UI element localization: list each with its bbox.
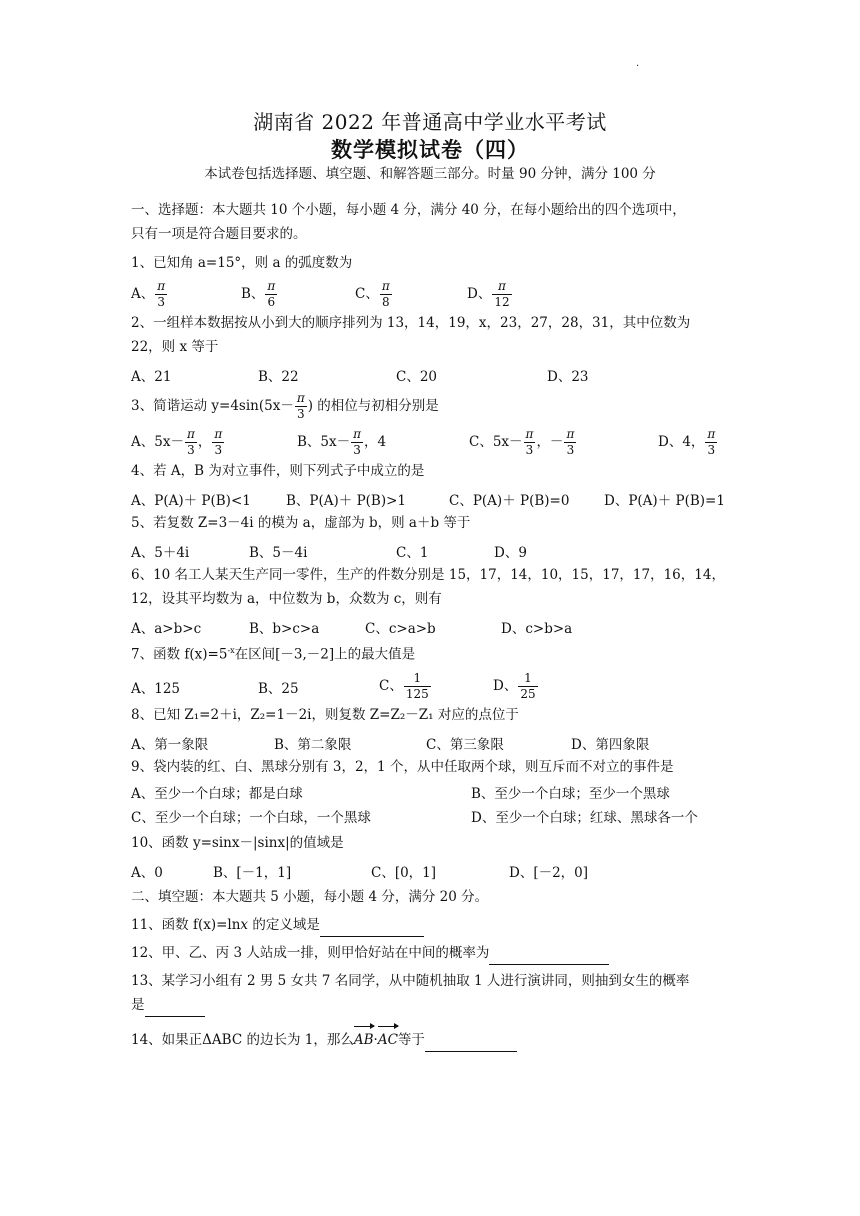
q6-option-d: D、c>b>a — [501, 621, 573, 637]
q7-option-c: C、 $\frac{1}{125}$ — [379, 670, 429, 701]
q3-option-c: C、5x－ $\frac{\pi}{3}$ ，－ $\frac{\pi}{3}$ — [469, 427, 575, 457]
exam-body — [131, 198, 736, 1052]
corner-dot: . — [636, 58, 640, 69]
q13-answer-blank[interactable] — [145, 1000, 205, 1017]
exam-instructions: 本试卷包括选择题、填空题、和解答题三部分。时量 90 分钟，满分 100 分 — [204, 166, 656, 182]
question-13-line1: 13、某学习小组有 2 男 5 女共 7 名同学，从中随机抽取 1 人进行演讲同，则抽到女生的概率 — [131, 972, 690, 989]
question-9-stem: 9、袋内装的红、白、黑球分别有 3，2，1 个，从中任取两个球，则互斥而不对立的事件是 — [131, 758, 674, 775]
q2-option-a: A、21 — [131, 369, 172, 385]
q11-answer-blank[interactable] — [320, 920, 424, 937]
exam-title: 湖南省 2022 年普通高中学业水平考试 — [253, 110, 607, 134]
q14-answer-blank[interactable] — [425, 1035, 517, 1052]
q12-answer-blank[interactable] — [489, 948, 609, 965]
question-2-stem-line2: 22，则 x 等于 — [131, 339, 219, 355]
section2-heading: 二、填空题：本大题共 5 小题，每小题 4 分，满分 20 分。 — [131, 888, 489, 905]
question-8-options — [131, 727, 736, 755]
question-1-stem: 1、已知角 a=15°，则 a 的弧度数为 — [131, 255, 353, 271]
question-9-options-row2 — [131, 803, 736, 831]
question-11: 11、函数 f(x)=ln𝑥 的定义域是 — [131, 913, 736, 937]
q1-option-c: C、 $\frac{\pi}{8}$ — [355, 279, 390, 309]
q9-option-d: D、至少一个白球；红球、黑球各一个 — [471, 809, 698, 826]
q8-option-d: D、第四象限 — [571, 736, 650, 753]
q2-option-c: C、20 — [396, 369, 438, 385]
q3-option-b: B、5x－ $\frac{\pi}{3}$ ，4 — [297, 427, 387, 457]
question-7-stem: 7、函数 $f(x)=5^{-x}$在区间[－3,－2]上的最大值是 — [131, 646, 416, 663]
question-1-options — [131, 275, 736, 311]
q8-option-a: A、第一象限 — [131, 736, 209, 753]
question-8-stem: 8、已知 Z₁=2＋i，Z₂=1－2i，则复数 Z=Z₂－Z₁ 对应的点位于 — [131, 706, 519, 723]
q1-option-a: A、 $\frac{\pi}{3}$ — [131, 279, 166, 309]
question-7-options — [131, 667, 736, 703]
q3-option-a: A、5x－ $\frac{\pi}{3}$ ， $\frac{\pi}{3}$ — [131, 427, 223, 457]
section1-heading-line2: 只有一项是符合题目要求的。 — [131, 226, 307, 242]
question-2-stem-line1: 2、一组样本数据按从小到大的顺序排列为 13，14，19，x，23，27，28，31，其中位数为 — [131, 315, 691, 331]
question-4-options — [131, 483, 736, 511]
exam-subtitle: 数学模拟试卷（四） — [331, 137, 529, 162]
q5-option-b: B、5－4i — [249, 545, 308, 561]
q9-option-b: B、至少一个白球；至少一个黑球 — [471, 785, 670, 802]
q9-option-a: A、至少一个白球；都是白球 — [131, 785, 303, 802]
question-2-options — [131, 359, 736, 387]
q6-option-c: C、c>a>b — [365, 621, 436, 637]
q3-option-d: D、4， $\frac{\pi}{3}$ — [658, 427, 716, 457]
q4-option-a: A、P(A)＋ P(B)<1 — [131, 493, 251, 509]
q10-option-a: A、0 — [131, 864, 163, 881]
q6-option-b: B、b>c>a — [249, 621, 320, 637]
q2-option-b: B、22 — [258, 369, 299, 385]
q9-option-c: C、至少一个白球；一个白球，一个黑球 — [131, 809, 371, 826]
question-5-stem: 5、若复数 Z=3－4i 的模为 a，虚部为 b，则 a＋b 等于 — [131, 515, 471, 531]
question-10-stem: 10、函数 y=sinx－|sinx|的值域是 — [131, 834, 344, 851]
question-9-options-row1 — [131, 779, 736, 803]
question-12: 12、甲、乙、丙 3 人站成一排，则甲恰好站在中间的概率为 — [131, 941, 736, 965]
q7-option-b: B、25 — [258, 680, 299, 697]
q5-option-c: C、1 — [396, 545, 429, 561]
q6-option-a: A、a>b>c — [131, 621, 202, 637]
q4-option-c: C、P(A)＋ P(B)=0 — [449, 493, 570, 509]
vector-ac: AC — [378, 1025, 398, 1052]
vector-ab: AB — [354, 1025, 374, 1052]
q2-option-d: D、23 — [547, 369, 589, 385]
question-14: 14、如果正ΔABC 的边长为 1，那么AB·AC等于 — [131, 1025, 736, 1052]
q10-option-b: B、[－1，1] — [213, 864, 292, 881]
question-6-options — [131, 611, 736, 639]
q5-option-a: A、5＋4i — [131, 545, 190, 561]
q10-option-c: C、[0，1] — [371, 864, 437, 881]
q4-option-d: D、P(A)＋ P(B)=1 — [604, 493, 725, 509]
q1-option-b: B、 $\frac{\pi}{6}$ — [241, 279, 276, 309]
question-13-line2: 是 — [131, 993, 736, 1017]
question-3-options — [131, 423, 736, 459]
q1-option-d: D、 $\frac{\pi}{12}$ — [467, 279, 510, 309]
q5-option-d: D、9 — [494, 545, 527, 561]
q7-option-a: A、125 — [131, 680, 181, 697]
question-10-options — [131, 855, 736, 883]
q10-option-d: D、[－2，0] — [509, 864, 589, 881]
q8-option-c: C、第三象限 — [426, 736, 504, 753]
question-4-stem: 4、若 A，B 为对立事件，则下列式子中成立的是 — [131, 463, 425, 479]
question-3-stem: 3、简谐运动 y=4sin(5x－ $\frac{\pi}{3}$ ) 的相位与初相分别是 — [131, 391, 439, 421]
question-5-options — [131, 535, 736, 563]
question-6-stem-line2: 12，设其平均数为 a，中位数为 b，众数为 c，则有 — [131, 591, 442, 607]
q8-option-b: B、第二象限 — [274, 736, 352, 753]
q7-option-d: D、 $\frac{1}{25}$ — [493, 670, 536, 701]
section1-heading-line1: 一、选择题：本大题共 10 个小题，每小题 4 分，满分 40 分，在每小题给出的四个选项中， — [131, 202, 686, 218]
q4-option-b: B、P(A)＋ P(B)>1 — [286, 493, 407, 509]
question-6-stem-line1: 6、10 名工人某天生产同一零件，生产的件数分别是 15，17，14，10，15，17，17，16，14， — [131, 567, 725, 583]
